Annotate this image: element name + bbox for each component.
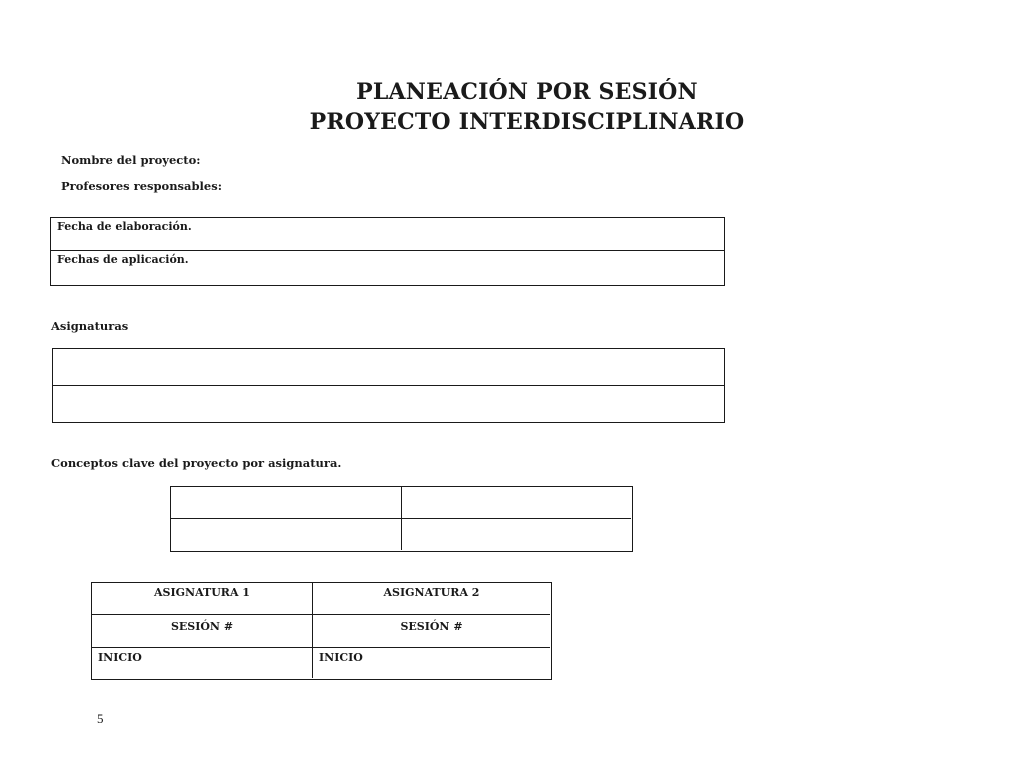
- subject-row-1[interactable]: [53, 349, 724, 386]
- key-concepts-section-label: Conceptos clave del proyecto por asignatura.: [51, 456, 342, 470]
- subjects-section-label: Asignaturas: [51, 319, 129, 333]
- session-plan-table: [91, 582, 552, 680]
- subject-1-header: ASIGNATURA 1: [92, 583, 313, 615]
- page-title-line-2: PROYECTO INTERDISCIPLINARIO: [309, 109, 745, 135]
- teachers-label: Profesores responsables:: [61, 179, 222, 193]
- project-name-label: Nombre del proyecto:: [61, 153, 201, 167]
- start-1-cell[interactable]: INICIO: [92, 648, 313, 678]
- application-dates-row[interactable]: [51, 251, 724, 285]
- key-concepts-table: [170, 486, 633, 552]
- concept-cell[interactable]: [171, 487, 402, 519]
- start-2-cell[interactable]: INICIO: [319, 651, 363, 664]
- subject-row-2[interactable]: [53, 386, 724, 422]
- elaboration-date-label: Fecha de elaboración.: [57, 220, 192, 233]
- subject-2-header: ASIGNATURA 2: [313, 583, 550, 615]
- session-2-label[interactable]: SESIÓN #: [313, 615, 550, 648]
- page-number: 5: [97, 711, 104, 726]
- concept-cell[interactable]: [402, 487, 631, 519]
- elaboration-date-row[interactable]: [51, 218, 724, 251]
- concept-cell[interactable]: [171, 519, 402, 550]
- dates-box: [50, 217, 725, 286]
- subjects-box: [52, 348, 725, 423]
- concept-cell[interactable]: [402, 519, 631, 550]
- session-1-label[interactable]: SESIÓN #: [92, 615, 313, 648]
- page-title-line-1: PLANEACIÓN POR SESIÓN: [356, 79, 698, 105]
- application-dates-label: Fechas de aplicación.: [57, 253, 189, 266]
